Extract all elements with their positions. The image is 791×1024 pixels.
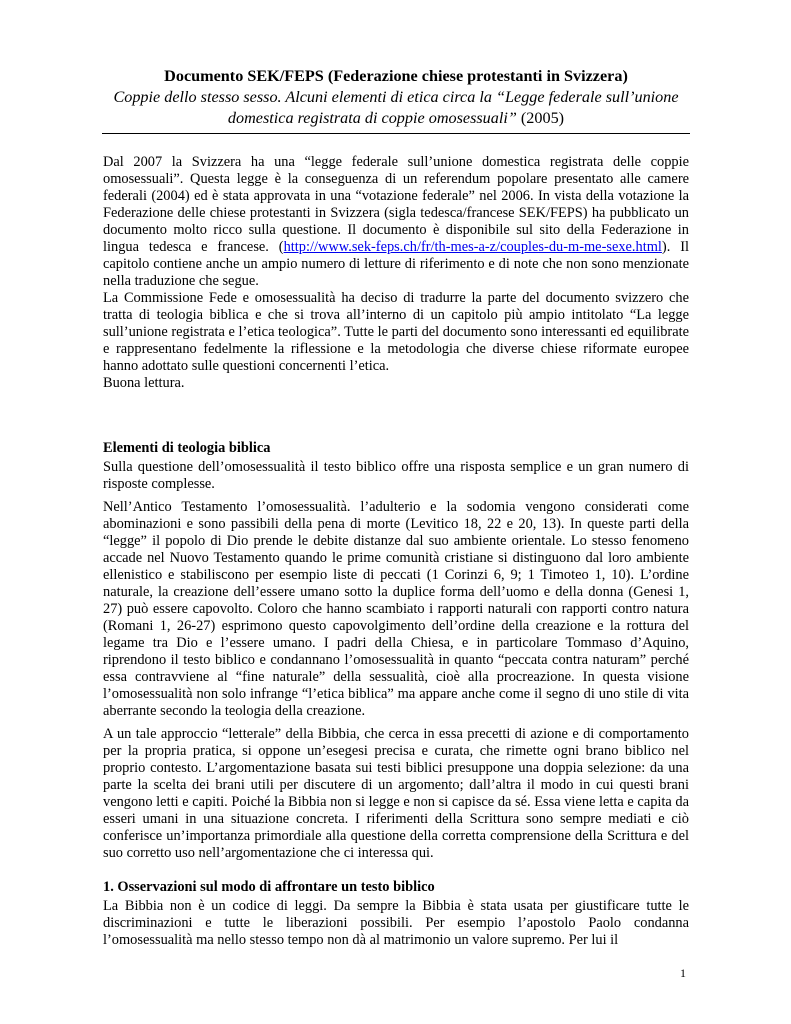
intro-section [103, 154, 689, 392]
intro-paragraph-3: Buona lettura. [103, 375, 185, 391]
observations-paragraph: La Bibbia non è un codice di leggi. Da sempre la Bibbia è stata usata per giustificare tutte le discriminazioni e tutte le liberazioni possibili. Per esempio l’apostolo Paolo condanna l’omosessualità ma nello stesso tempo non dà al matrimonio un valore supremo. Per lui il [103, 898, 689, 948]
biblical-paragraph-1: Sulla questione dell’omosessualità il testo biblico offre una risposta semplice e un gran numero di risposte complesse. [103, 459, 689, 492]
document-page [103, 66, 689, 949]
intro-text-after-link: ). Il capitolo contiene anche un ampio numero di letture di riferimento e di note che non sono menzionate nella traduzione che segue. [103, 239, 689, 289]
intro-paragraph-2: La Commissione Fede e omosessualità ha deciso di tradurre la parte del documento svizzero che tratta di teologia biblica e che si trova all’interno di un capitolo più ampio intitolato “La legge sull’unione registrata e l’etica teologica”. Tutte le parti del documento sono interessanti ed equilibrate e rappresentano fedelmente la riflessione e la metodologia che diverse chiese riformate europee hanno adottato sulle questioni concernenti l’etica. [103, 290, 689, 374]
intro-paragraph-1 [103, 154, 689, 290]
document-title: Documento SEK/FEPS (Federazione chiese protestanti in Svizzera) [164, 67, 628, 85]
subtitle-text: Coppie dello stesso sesso. Alcuni elementi di etica circa la “Legge federale sull’unione domestica registrata di coppie omosessuali” [113, 88, 679, 127]
page-number: 1 [680, 966, 686, 980]
document-subtitle [103, 87, 689, 129]
biblical-theology-section [103, 440, 689, 862]
subtitle-year: (2005) [520, 109, 565, 127]
biblical-paragraph-2: Nell’Antico Testamento l’omosessualità. l’adulterio e la sodomia vengono considerati come abominazioni e sono passibili della pena di morte (Levitico 18, 22 e 20, 13). In queste parti della “legge” il popolo di Dio prende le debite distanze dal suo ambiente orientale. Lo stesso fenomeno accade nel Nuovo Testamento quando le prime comunità cristiane si distinguono dal loro ambiente ellenistico e stabiliscono per esempio liste di peccati (1 Corinzi 6, 9; 1 Timoteo 1, 10). L’ordine naturale, la creazione dell’essere umano sotto la duplice forma dell’uomo e della donna (Genesi 1, 27) può essere capovolto. Coloro che hanno scambiato i rapporti naturali con rapporti contro natura (Romani 1, 26-27) esprimono questo capovolgimento dell’ordine della creazione e la rottura del legame tra Dio e l’essere umano. I padri della Chiesa, e in particolare Tommaso d’Aquino, riprendono il testo biblico e condannano l’omosessualità in quanto “peccata contra naturam” perché essa contravviene al “fine naturale” della sessualità, cioè alla procreazione. In questa visione l’omosessualità non solo infrange “l’etica biblica” ma appare anche come il segno di uno stile di vita aberrante secondo la teologia della creazione. [103, 499, 689, 719]
biblical-paragraph-3: A un tale approccio “letterale” della Bibbia, che cerca in essa precetti di azione e di comportamento per la propria pratica, si oppone un’esegesi precisa e curata, che rimette ogni brano biblico nel proprio contesto. L’argomentazione basata sui testi biblici presuppone una doppia selezione: da una parte la scelta dei brani utili per discutere di un argomento; dall’altra il modo in cui questi brani vengono letti e capiti. Poiché la Bibbia non si legge e non si capisce da sé. Essa viene letta e capita da esseri umani in una situazione concreta. I riferimenti della Scrittura sono sempre mediati e ciò conferisce un’importanza primordiale alla questione della corretta comprensione della Scrittura e del suo corretto uso nell’argomentazione che ci interessa qui. [103, 726, 689, 861]
intro-text-before-link: Dal 2007 la Svizzera ha una “legge federale sull’unione domestica registrata delle coppie omosessuali”. Questa legge è la conseguenza di un referendum popolare presentato alle camere federali (2004) ed è stata approvata in una “votazione federale” nel 2006. In vista della votazione la Federazione delle chiese protestanti in Svizzera (sigla tedesca/francese SEK/FEPS) ha pubblicato un documento molto ricco sulla questione. Il documento è disponibile sul sito della Federazione in lingua tedesca e francese. ( [103, 154, 689, 255]
observations-section [103, 879, 689, 949]
sek-feps-link[interactable]: http://www.sek-feps.ch/fr/th-mes-a-z/couples-du-m-me-sexe.html [283, 239, 662, 255]
title-block [103, 66, 689, 129]
section-heading-observations: 1. Osservazioni sul modo di affrontare un testo biblico [103, 879, 435, 895]
title-rule [102, 133, 690, 134]
section-heading-biblical: Elementi di teologia biblica [103, 440, 271, 456]
